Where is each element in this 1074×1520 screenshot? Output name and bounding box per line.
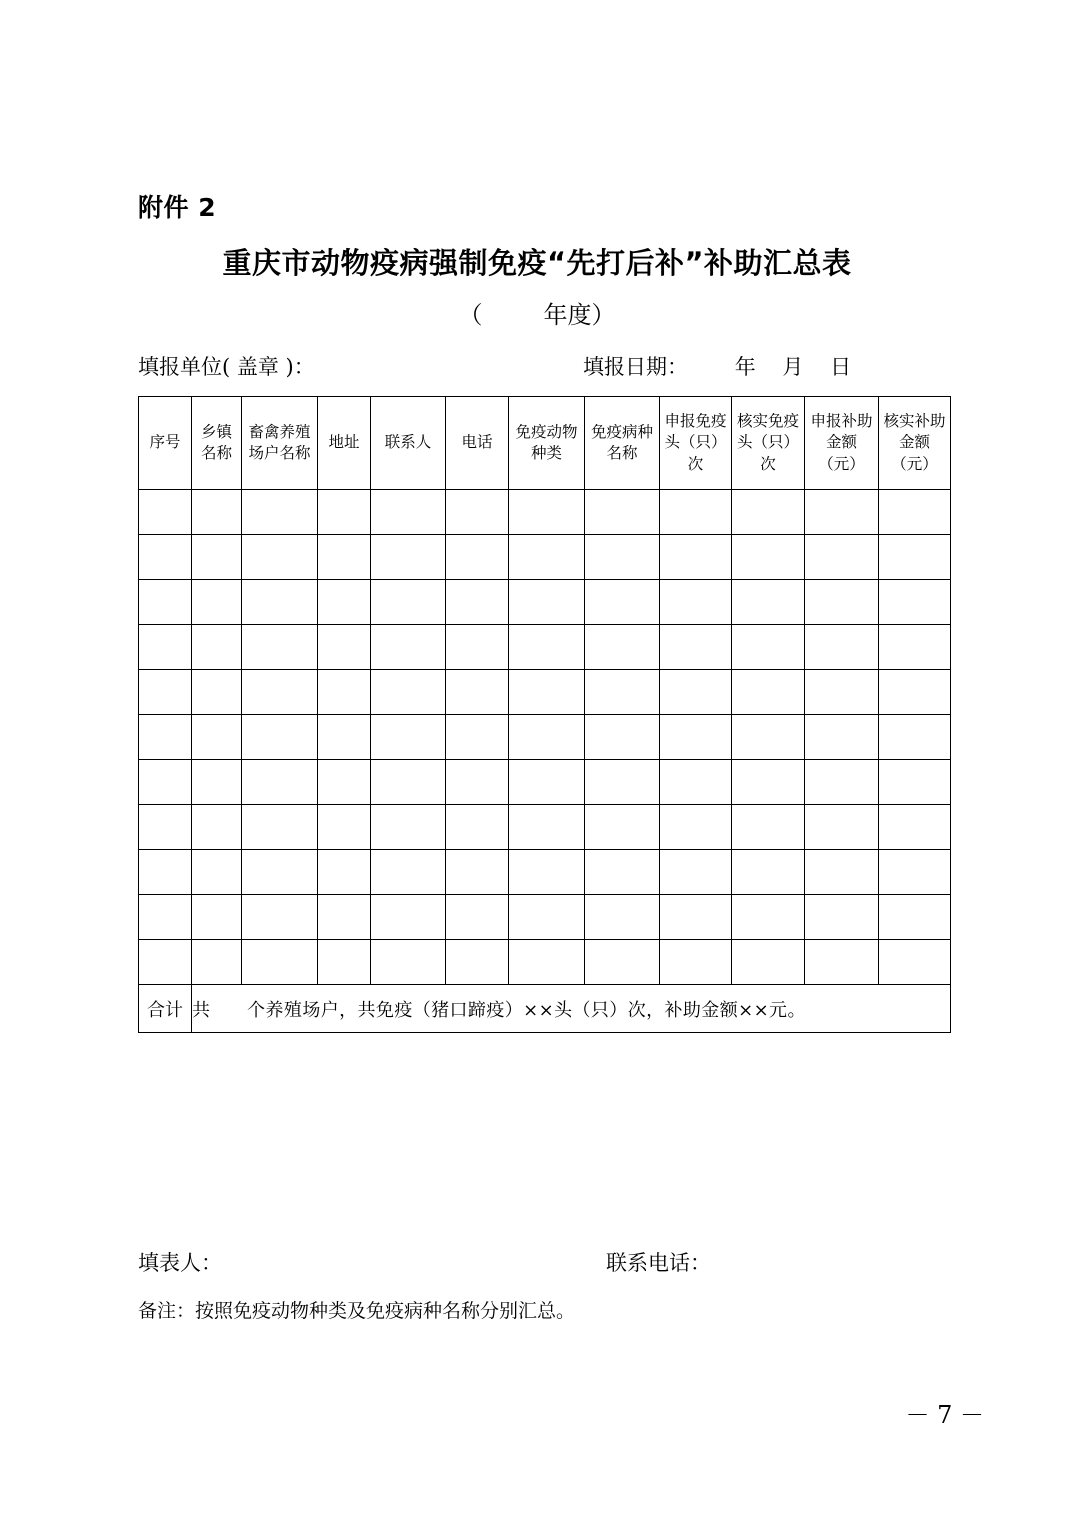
table-cell-empty[interactable] [660, 715, 732, 760]
column-header-seq [139, 397, 192, 490]
table-cell-empty[interactable] [660, 850, 732, 895]
column-header-declared-amount-label: 申报补助金额（元） [810, 411, 873, 473]
table-cell-empty[interactable] [660, 895, 732, 940]
column-header-verified-amount [879, 397, 951, 490]
column-header-verified-count-label: 核实免疫头（只）次 [736, 411, 799, 473]
table-cell-empty[interactable] [732, 490, 805, 535]
column-header-disease-name [585, 397, 660, 490]
table-cell-empty[interactable] [318, 580, 371, 625]
table-cell-empty[interactable] [660, 625, 732, 670]
table-cell-empty[interactable] [242, 625, 318, 670]
column-header-farm-name [242, 397, 318, 490]
table-cell-empty[interactable] [192, 895, 242, 940]
table-cell-empty[interactable] [446, 850, 509, 895]
table-cell-empty[interactable] [192, 805, 242, 850]
table-cell-empty[interactable] [242, 760, 318, 805]
column-header-declared-count-label: 申报免疫头（只）次 [664, 411, 727, 473]
table-row[interactable] [139, 760, 951, 805]
footer-signature-row [138, 1249, 950, 1277]
table-cell-empty[interactable] [805, 670, 879, 715]
table-cell-empty[interactable] [509, 670, 585, 715]
column-header-animal-type-label: 免疫动物种类 [515, 422, 578, 462]
table-cell-empty[interactable] [732, 715, 805, 760]
table-cell-empty[interactable] [192, 850, 242, 895]
table-cell-empty[interactable] [879, 580, 951, 625]
table-cell-empty[interactable] [585, 940, 660, 985]
total-label: 合计 [139, 985, 192, 1033]
table-cell-empty[interactable] [805, 805, 879, 850]
table-cell-empty[interactable] [139, 850, 192, 895]
table-cell-empty[interactable] [509, 715, 585, 760]
table-cell-empty[interactable] [139, 895, 192, 940]
preparer-label: 填表人： [138, 1251, 222, 1275]
table-cell-empty[interactable] [732, 760, 805, 805]
table-cell-empty[interactable] [509, 535, 585, 580]
table-cell-empty[interactable] [242, 535, 318, 580]
table-cell-empty[interactable] [585, 805, 660, 850]
column-header-animal-type [509, 397, 585, 490]
table-cell-empty[interactable] [192, 535, 242, 580]
column-header-contact-person-label: 联系人 [384, 433, 432, 452]
table-cell-empty[interactable] [732, 625, 805, 670]
table-body [139, 490, 951, 1033]
table-row[interactable] [139, 535, 951, 580]
column-header-phone [446, 397, 509, 490]
table-cell-empty[interactable] [660, 670, 732, 715]
column-header-farm-name-label: 畜禽养殖场户名称 [248, 422, 311, 462]
column-header-verified-amount-label: 核实补助金额（元） [883, 411, 946, 473]
table-cell-empty[interactable] [318, 715, 371, 760]
table-cell-empty[interactable] [139, 490, 192, 535]
table-cell-empty[interactable] [192, 715, 242, 760]
table-cell-empty[interactable] [879, 895, 951, 940]
table-cell-empty[interactable] [660, 580, 732, 625]
column-header-address [318, 397, 371, 490]
table-cell-empty[interactable] [318, 625, 371, 670]
page-number: － 7 － [905, 1401, 984, 1429]
table-cell-empty[interactable] [732, 850, 805, 895]
table-cell-empty[interactable] [446, 760, 509, 805]
table-cell-empty[interactable] [509, 760, 585, 805]
table-row[interactable] [139, 715, 951, 760]
table-cell-empty[interactable] [805, 580, 879, 625]
table-cell-empty[interactable] [242, 805, 318, 850]
table-row[interactable] [139, 940, 951, 985]
table-cell-empty[interactable] [318, 895, 371, 940]
table-cell-empty[interactable] [509, 625, 585, 670]
table-cell-empty[interactable] [371, 760, 446, 805]
table-cell-empty[interactable] [879, 850, 951, 895]
table-cell-empty[interactable] [139, 760, 192, 805]
table-cell-empty[interactable] [585, 895, 660, 940]
table-cell-empty[interactable] [371, 805, 446, 850]
table-cell-empty[interactable] [879, 715, 951, 760]
table-cell-empty[interactable] [805, 715, 879, 760]
table-cell-empty[interactable] [879, 490, 951, 535]
table-cell-empty[interactable] [318, 850, 371, 895]
table-cell-empty[interactable] [446, 535, 509, 580]
table-cell-empty[interactable] [139, 805, 192, 850]
table-cell-empty[interactable] [318, 940, 371, 985]
column-header-seq-label: 序号 [149, 433, 181, 452]
table-cell-empty[interactable] [879, 535, 951, 580]
table-cell-empty[interactable] [446, 580, 509, 625]
table-cell-empty[interactable] [371, 895, 446, 940]
reporting-unit-label: 填报单位( 盖章 )： [138, 355, 315, 379]
table-cell-empty[interactable] [242, 850, 318, 895]
table-cell-empty[interactable] [446, 940, 509, 985]
column-header-phone-label: 电话 [461, 433, 493, 452]
table-cell-empty[interactable] [509, 805, 585, 850]
table-cell-empty[interactable] [509, 895, 585, 940]
table-cell-empty[interactable] [318, 760, 371, 805]
table-cell-empty[interactable] [660, 805, 732, 850]
table-cell-empty[interactable] [242, 940, 318, 985]
table-cell-empty[interactable] [371, 715, 446, 760]
table-cell-empty[interactable] [318, 805, 371, 850]
table-row[interactable] [139, 580, 951, 625]
table-cell-empty[interactable] [139, 715, 192, 760]
footer-note: 备注：按照免疫动物种类及免疫病种名称分别汇总。 [138, 1300, 576, 1322]
table-cell-empty[interactable] [192, 580, 242, 625]
table-cell-empty[interactable] [446, 670, 509, 715]
table-cell-empty[interactable] [805, 760, 879, 805]
column-header-address-label: 地址 [328, 433, 360, 452]
column-header-disease-name-label: 免疫病种名称 [590, 422, 653, 462]
table-cell-empty[interactable] [371, 850, 446, 895]
table-cell-empty[interactable] [732, 670, 805, 715]
table-row[interactable] [139, 850, 951, 895]
table-cell-empty[interactable] [660, 490, 732, 535]
table-cell-empty[interactable] [192, 670, 242, 715]
table-cell-empty[interactable] [660, 940, 732, 985]
column-header-contact-person [371, 397, 446, 490]
table-cell-empty[interactable] [242, 580, 318, 625]
page-subtitle-year: （ 年度） [458, 301, 616, 329]
report-meta-row [138, 352, 950, 382]
table-cell-empty[interactable] [805, 490, 879, 535]
table-row[interactable] [139, 670, 951, 715]
table-cell-empty[interactable] [318, 490, 371, 535]
table-cell-empty[interactable] [732, 895, 805, 940]
table-cell-empty[interactable] [446, 715, 509, 760]
table-cell-empty[interactable] [192, 490, 242, 535]
table-cell-empty[interactable] [732, 805, 805, 850]
table-cell-empty[interactable] [879, 625, 951, 670]
table-cell-empty[interactable] [585, 490, 660, 535]
table-cell-empty[interactable] [585, 535, 660, 580]
table-cell-empty[interactable] [585, 580, 660, 625]
table-cell-empty[interactable] [660, 535, 732, 580]
table-cell-empty[interactable] [242, 715, 318, 760]
page-title: 重庆市动物疫病强制免疫“先打后补”补助汇总表 [222, 246, 852, 280]
table-cell-empty[interactable] [879, 940, 951, 985]
column-header-verified-count [732, 397, 805, 490]
table-cell-empty[interactable] [371, 670, 446, 715]
table-cell-empty[interactable] [318, 670, 371, 715]
table-cell-empty[interactable] [879, 805, 951, 850]
table-cell-empty[interactable] [371, 625, 446, 670]
table-cell-empty[interactable] [371, 535, 446, 580]
contact-phone-label: 联系电话： [606, 1251, 711, 1275]
table-cell-empty[interactable] [585, 625, 660, 670]
table-row[interactable] [139, 625, 951, 670]
table-cell-empty[interactable] [805, 940, 879, 985]
table-cell-empty[interactable] [879, 670, 951, 715]
table-cell-empty[interactable] [139, 535, 192, 580]
table-cell-empty[interactable] [805, 625, 879, 670]
table-cell-empty[interactable] [585, 760, 660, 805]
table-cell-empty[interactable] [585, 850, 660, 895]
table-cell-empty[interactable] [139, 940, 192, 985]
table-cell-empty[interactable] [509, 490, 585, 535]
table-cell-empty[interactable] [192, 625, 242, 670]
table-cell-empty[interactable] [805, 895, 879, 940]
table-cell-empty[interactable] [446, 805, 509, 850]
table-cell-empty[interactable] [585, 715, 660, 760]
table-cell-empty[interactable] [318, 535, 371, 580]
table-cell-empty[interactable] [509, 850, 585, 895]
table-cell-empty[interactable] [242, 490, 318, 535]
table-cell-empty[interactable] [509, 580, 585, 625]
table-cell-empty[interactable] [446, 625, 509, 670]
table-cell-empty[interactable] [879, 760, 951, 805]
column-header-declared-amount [805, 397, 879, 490]
table-cell-empty[interactable] [732, 940, 805, 985]
table-cell-empty[interactable] [242, 895, 318, 940]
column-header-township-label: 乡镇名称 [200, 422, 232, 462]
subsidy-summary-table [138, 396, 951, 1033]
column-header-township [192, 397, 242, 490]
total-summary-text: 共 个养殖场户，共免疫（猪口蹄疫）××头（只）次，补助金额××元。 [192, 985, 951, 1033]
table-cell-empty[interactable] [139, 625, 192, 670]
table-row[interactable] [139, 490, 951, 535]
table-cell-empty[interactable] [371, 580, 446, 625]
table-cell-empty[interactable] [192, 940, 242, 985]
table-cell-empty[interactable] [446, 490, 509, 535]
table-cell-empty[interactable] [371, 940, 446, 985]
table-cell-empty[interactable] [660, 760, 732, 805]
table-total-row [139, 985, 951, 1033]
table-cell-empty[interactable] [805, 850, 879, 895]
table-cell-empty[interactable] [192, 760, 242, 805]
attachment-label: 附件 2 [138, 193, 217, 222]
table-cell-empty[interactable] [446, 895, 509, 940]
table-cell-empty[interactable] [805, 535, 879, 580]
table-cell-empty[interactable] [242, 670, 318, 715]
table-cell-empty[interactable] [509, 940, 585, 985]
table-cell-empty[interactable] [585, 670, 660, 715]
table-cell-empty[interactable] [732, 535, 805, 580]
table-header-row [139, 397, 951, 490]
reporting-date-label: 填报日期： 年 月 日 [583, 355, 852, 379]
table-row[interactable] [139, 805, 951, 850]
table-cell-empty[interactable] [139, 670, 192, 715]
table-cell-empty[interactable] [139, 580, 192, 625]
column-header-declared-count [660, 397, 732, 490]
table-row[interactable] [139, 895, 951, 940]
table-cell-empty[interactable] [732, 580, 805, 625]
table-cell-empty[interactable] [371, 490, 446, 535]
